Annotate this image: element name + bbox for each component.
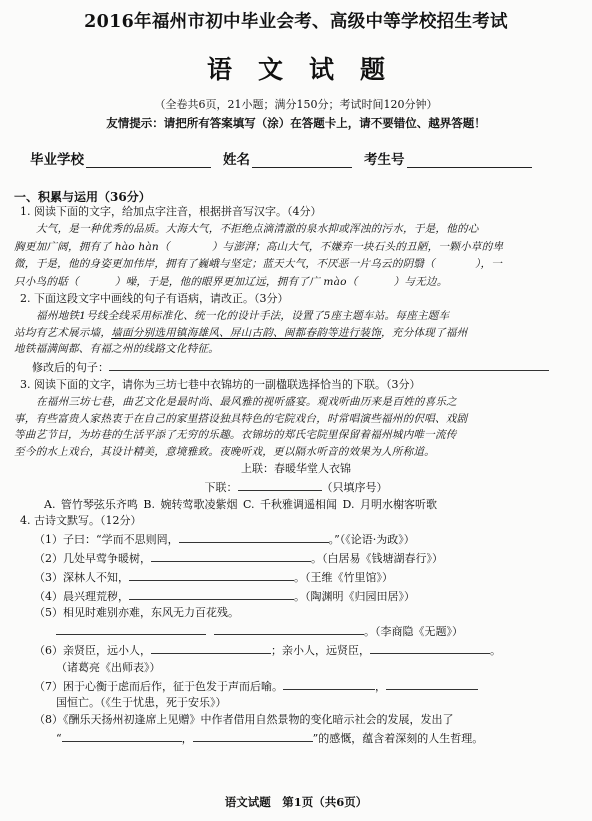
q4-text: 。”（《论语·为政》）	[328, 533, 415, 547]
q4-item: （诸葛亮《出师表》）	[56, 660, 161, 674]
student-number-label: 考生号	[364, 152, 405, 168]
q1-text: ）与无边。	[393, 276, 448, 289]
student-info-row	[30, 148, 532, 168]
q2-line: 地铁福满闽都、有福之州的线路文化特征。	[14, 343, 220, 356]
q4-blank-6a[interactable]	[151, 641, 271, 654]
q4-text: ，	[375, 679, 386, 693]
q2-revise-row	[14, 358, 578, 377]
q4-text: 。（王维《竹里馆》）	[294, 570, 393, 584]
q1-stem: 1. 阅读下面的文字，给加点字注音，根据拼音写汉字。（4分）	[20, 205, 322, 218]
q4-stem: 4. 古诗文默写。（12分）	[20, 514, 142, 528]
q4-item: （8）《酬乐天扬州初逢席上见赠》中作者借用自然景物的变化暗示社会的发展，发出了	[34, 713, 454, 727]
q4-blank-7b[interactable]	[386, 677, 478, 690]
paper-title: 语文试题	[206, 55, 411, 84]
q1-blank-2[interactable]	[435, 255, 475, 267]
q4-text: 。	[490, 643, 501, 657]
q4-blank-3[interactable]	[129, 568, 294, 581]
school-field[interactable]	[86, 153, 211, 168]
q4-text: （4）晨兴理荒秽，	[34, 589, 129, 603]
q4-item	[14, 568, 578, 587]
name-label: 姓名	[223, 152, 250, 168]
q2-text: 站均有艺术展示墙，	[14, 326, 112, 339]
q4-text: （7）困于心衡于虑而后作，征于色发于声而后喻。	[34, 679, 283, 693]
q4-text: （1）子曰：“学而不思则罔，	[34, 533, 179, 547]
q2-line	[14, 325, 578, 342]
q3-options: A. 管竹琴弦乐齐鸣 B. 婉转莺歌凌紫烟 C. 千秋雅调遥相闻 D. 月明水榭客听歌	[44, 497, 437, 511]
q2-revise-field[interactable]	[109, 358, 549, 371]
q3-stem: 3. 阅读下面的文字，请你为三坊七巷中衣锦坊的一副楹联选择恰当的下联。（3分）	[20, 377, 421, 391]
q3-line: 在福州三坊七巷，曲艺文化是最时尚、最风雅的视听盛宴。观戏听曲历来是百姓的喜乐之	[36, 395, 457, 408]
q4-item	[14, 677, 578, 696]
q2-revise-label: 修改后的句子：	[32, 361, 109, 375]
q1-text: 胸更加广阔，拥有了 hào hàn（	[14, 240, 170, 253]
q1-text: 微，于是，他的身姿更加伟岸，拥有了巍峨与坚定；蓝天大气，不厌恶一片乌云的阴翳（	[14, 258, 435, 271]
q1-text: ）与澎湃；高山大气，不嫌弃一块石头的丑陋，一颗小草的卑	[211, 240, 504, 253]
q4-blank-8a[interactable]	[62, 729, 182, 742]
q4-text: （6）亲贤臣，远小人，	[34, 643, 151, 657]
q4-text: “	[56, 731, 62, 745]
q4-blank-4[interactable]	[129, 587, 294, 600]
q2-line: 福州地铁1号线全线采用标准化、统一化的设计手法，设置了5座主题车站。每座主题车	[36, 309, 450, 322]
questions-body	[14, 204, 578, 748]
couplet-upper: 上联：春暖华堂人衣锦	[241, 461, 351, 475]
q1-text: ），一	[474, 258, 503, 271]
q4-text: ；亲小人，远贤臣，	[271, 643, 370, 657]
section-title: 一、积累与运用（36分）	[14, 190, 151, 204]
q1-line	[14, 273, 578, 291]
q4-item	[14, 622, 578, 641]
q4-item	[14, 729, 578, 748]
q4-text: ”的感慨，蕴含着深刻的人生哲理。	[312, 731, 484, 745]
q4-item	[14, 530, 578, 549]
q2-text: ，充分体现了福州	[381, 326, 468, 339]
q3-line: 等曲艺节目，为坊巷的生活平添了无穷的乐趣。衣锦坊的郑氏宅院里保留着福州城内唯一流传	[14, 429, 457, 442]
friendly-tip: 友情提示：请把所有答案填写（涂）在答题卡上，请不要错位、越界答题！	[106, 116, 486, 130]
q1-text: 只小鸟的聒（	[14, 276, 79, 289]
q4-text: 。（陶渊明《归园田居》）	[294, 589, 415, 603]
q4-text: 。（李商隐《无题》）	[364, 625, 463, 639]
q4-blank-5a[interactable]	[56, 622, 206, 635]
couplet-lower-hint: （只填序号）	[321, 480, 388, 494]
q4-item: （5）相见时难别亦难，东风无力百花残。	[34, 606, 239, 620]
q4-blank-5b[interactable]	[214, 622, 364, 635]
exam-title: 2016年福州市初中毕业会考、高级中等学校招生考试	[84, 12, 508, 32]
q4-item	[14, 587, 578, 606]
couplet-lower-row	[14, 478, 578, 497]
q4-blank-6b[interactable]	[370, 641, 490, 654]
q4-text: （2）几处早莺争暖树，	[34, 551, 151, 565]
q2-stem: 2. 下面这段文字中画线的句子有语病，请改正。（3分）	[20, 291, 289, 305]
q4-item: 国恒亡。（《生于忧患，死于安乐》）	[56, 696, 227, 710]
q4-text: 。（白居易《钱塘湖春行》）	[311, 551, 443, 565]
q2-underlined-sentence: 墙面分别选用镇海雄风、屏山古韵、闽都春韵等进行装饰	[111, 326, 381, 339]
exam-info: （全卷共6页，21小题；满分150分；考试时间120分钟）	[154, 98, 438, 111]
q4-text: ，	[181, 731, 193, 745]
q1-text: ）噪，于是，他的眼界更加辽远，拥有了广 mào（	[114, 276, 358, 289]
q4-blank-2[interactable]	[151, 549, 311, 562]
q1-blank-4[interactable]	[358, 273, 394, 285]
q4-item	[14, 641, 578, 660]
q1-line	[14, 255, 578, 273]
q1-line	[14, 238, 578, 256]
q1-line: 大气，是一种优秀的品质。大海大气，不拒绝点滴清澈的泉水抑或浑浊的污水，于是，他的心	[36, 222, 479, 235]
q1-blank-3[interactable]	[79, 273, 115, 285]
couplet-lower-label: 下联：	[204, 480, 238, 494]
school-label: 毕业学校	[30, 152, 84, 168]
page-footer: 语文试题 第1页（共6页）	[224, 795, 368, 809]
q3-line: 事，有些富贵人家热衷于在自己的家里搭设独具特色的宅院戏台，时常唱演些福州的伬唱、戏剧	[14, 412, 468, 425]
q4-blank-7a[interactable]	[283, 677, 375, 690]
name-field[interactable]	[252, 153, 352, 168]
q3-line: 至今的水上戏台，其设计精美，意境雅致。夜晚听戏，更以隔水听音的效果为人所称道。	[14, 446, 435, 459]
q4-blank-1[interactable]	[179, 530, 329, 543]
couplet-lower-field[interactable]	[238, 478, 322, 491]
q4-blank-8b[interactable]	[193, 729, 313, 742]
q4-text: （3）深林人不知，	[34, 570, 129, 584]
student-number-field[interactable]	[407, 153, 532, 168]
q4-item	[14, 549, 578, 568]
q1-blank-1[interactable]	[170, 238, 212, 250]
